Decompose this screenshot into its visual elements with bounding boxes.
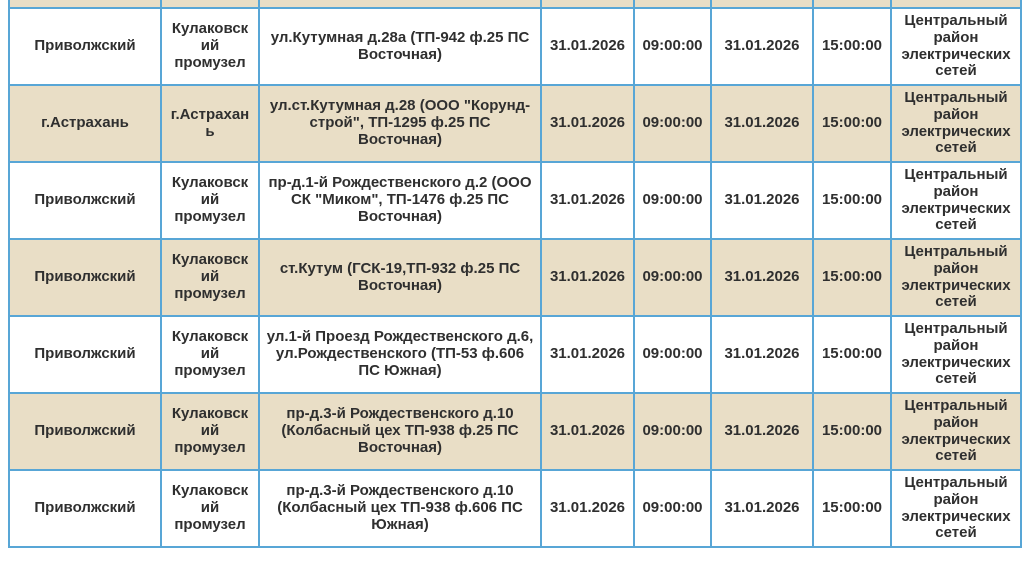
cell-start-date: 31.01.2026 — [541, 470, 634, 547]
cell-address: ул.Кутумная д.28а (ТП-942 ф.25 ПС Восточная) — [259, 8, 541, 85]
cell-end-date: 31.01.2026 — [711, 470, 813, 547]
cell-end-time — [813, 0, 891, 8]
cell-network — [891, 0, 1021, 8]
cell-end-date: 31.01.2026 — [711, 239, 813, 316]
cell-address: пр-д.3-й Рождественского д.10 (Колбасный цех ТП-938 ф.25 ПС Восточная) — [259, 393, 541, 470]
cell-area: Кулаковский промузел — [161, 470, 259, 547]
cell-area: Кулаковский промузел — [161, 393, 259, 470]
cell-end-date: 31.01.2026 — [711, 8, 813, 85]
cell-address: пр-д.3-й Рождественского д.10 (Колбасный цех ТП-938 ф.606 ПС Южная) — [259, 470, 541, 547]
cell-address — [259, 0, 541, 8]
cell-start-date: 31.01.2026 — [541, 316, 634, 393]
cell-start-time: 09:00:00 — [634, 316, 711, 393]
cell-end-time: 15:00:00 — [813, 162, 891, 239]
table-row-clipped — [9, 0, 1021, 8]
cell-network: Центральный район электрических сетей — [891, 393, 1021, 470]
cell-start-time: 09:00:00 — [634, 8, 711, 85]
cell-district: Приволжский — [9, 8, 161, 85]
cell-district: Приволжский — [9, 239, 161, 316]
cell-end-date: 31.01.2026 — [711, 393, 813, 470]
cell-network: Центральный район электрических сетей — [891, 8, 1021, 85]
table-row — [9, 85, 1021, 162]
cell-start-date: 31.01.2026 — [541, 162, 634, 239]
cell-area: Кулаковский промузел — [161, 239, 259, 316]
cell-start-date: 31.01.2026 — [541, 239, 634, 316]
table-row — [9, 316, 1021, 393]
outage-schedule-table — [8, 0, 1022, 548]
cell-district: Приволжский — [9, 316, 161, 393]
cell-end-time: 15:00:00 — [813, 316, 891, 393]
cell-end-time: 15:00:00 — [813, 470, 891, 547]
cell-end-date: 31.01.2026 — [711, 162, 813, 239]
cell-address: ул.ст.Кутумная д.28 (ООО "Корунд-строй", ТП-1295 ф.25 ПС Восточная) — [259, 85, 541, 162]
cell-address: ул.1-й Проезд Рождественского д.6, ул.Рождественского (ТП-53 ф.606 ПС Южная) — [259, 316, 541, 393]
cell-network: Центральный район электрических сетей — [891, 316, 1021, 393]
cell-district: Приволжский — [9, 162, 161, 239]
cell-network: Центральный район электрических сетей — [891, 162, 1021, 239]
cell-start-date — [541, 0, 634, 8]
table-row — [9, 393, 1021, 470]
cell-start-time: 09:00:00 — [634, 239, 711, 316]
cell-start-date: 31.01.2026 — [541, 393, 634, 470]
table-row — [9, 162, 1021, 239]
cell-area: Кулаковский промузел — [161, 316, 259, 393]
cell-network: Центральный район электрических сетей — [891, 85, 1021, 162]
cell-start-date: 31.01.2026 — [541, 85, 634, 162]
cell-area: Кулаковский промузел — [161, 8, 259, 85]
cell-network: Центральный район электрических сетей — [891, 239, 1021, 316]
cell-district — [9, 0, 161, 8]
cell-district: Приволжский — [9, 470, 161, 547]
cell-end-date: 31.01.2026 — [711, 85, 813, 162]
cell-area — [161, 0, 259, 8]
table-row — [9, 239, 1021, 316]
cell-start-time: 09:00:00 — [634, 470, 711, 547]
table-row — [9, 8, 1021, 85]
cell-end-time: 15:00:00 — [813, 239, 891, 316]
cell-address: пр-д.1-й Рождественского д.2 (ООО СК "Миком", ТП-1476 ф.25 ПС Восточная) — [259, 162, 541, 239]
cell-district: Приволжский — [9, 393, 161, 470]
cell-area: г.Астрахань — [161, 85, 259, 162]
cell-start-time: 09:00:00 — [634, 162, 711, 239]
cell-start-date: 31.01.2026 — [541, 8, 634, 85]
cell-end-time: 15:00:00 — [813, 8, 891, 85]
cell-start-time: 09:00:00 — [634, 393, 711, 470]
cell-end-date: 31.01.2026 — [711, 316, 813, 393]
cell-start-time: 09:00:00 — [634, 85, 711, 162]
cell-address: ст.Кутум (ГСК-19,ТП-932 ф.25 ПС Восточная) — [259, 239, 541, 316]
cell-start-time — [634, 0, 711, 8]
cell-area: Кулаковский промузел — [161, 162, 259, 239]
cell-district: г.Астрахань — [9, 85, 161, 162]
cell-network: Центральный район электрических сетей — [891, 470, 1021, 547]
cell-end-time: 15:00:00 — [813, 85, 891, 162]
table-row — [9, 470, 1021, 547]
cell-end-time: 15:00:00 — [813, 393, 891, 470]
cell-end-date — [711, 0, 813, 8]
